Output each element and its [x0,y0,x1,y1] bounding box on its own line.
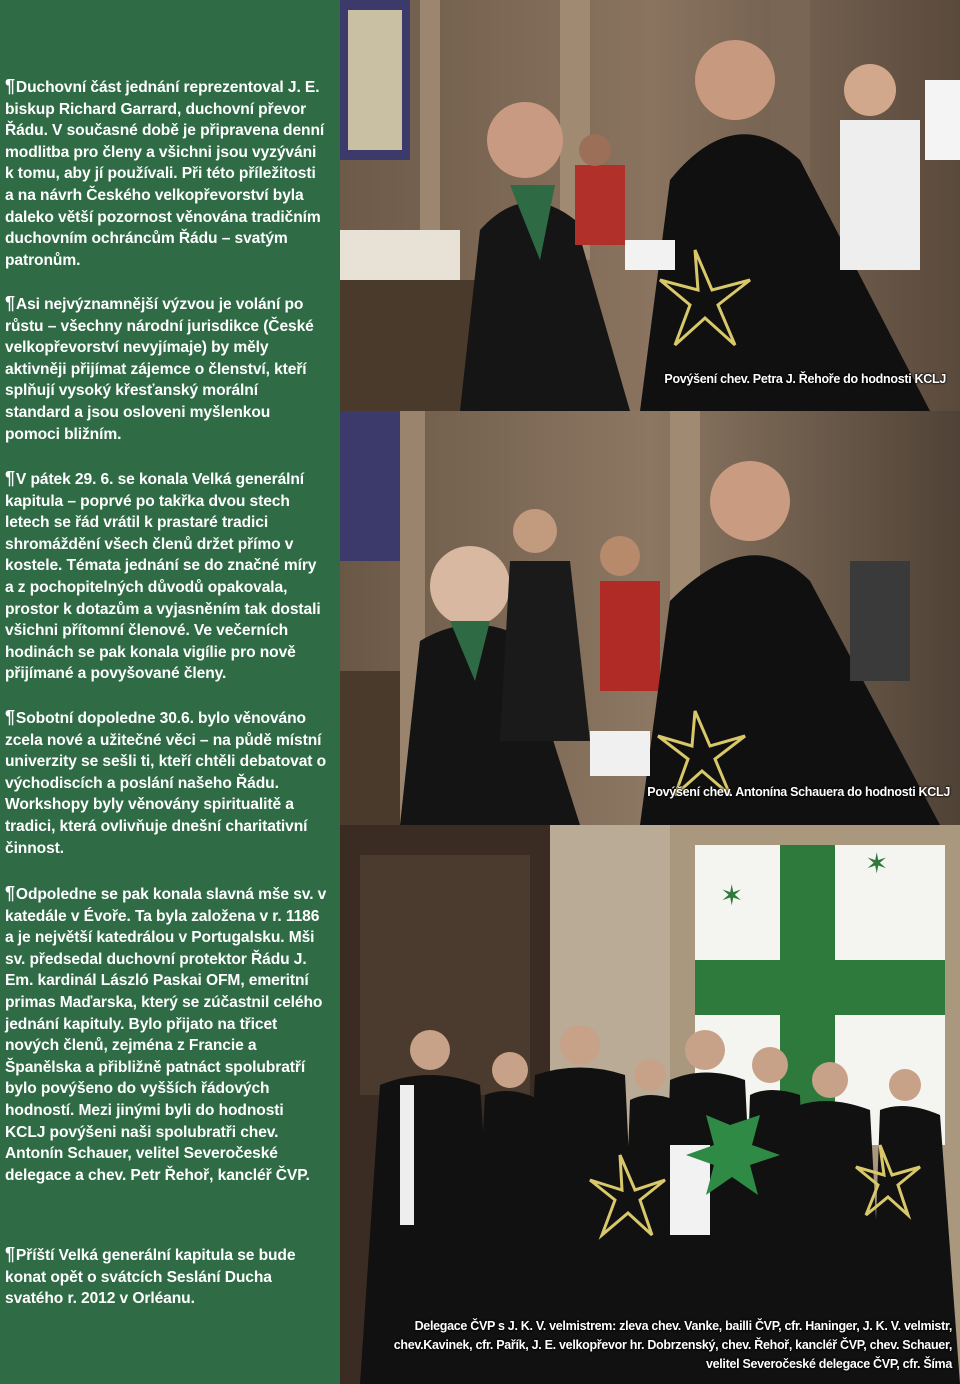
pilcrow-mark: ¶ [5,468,15,488]
paragraph-text: Asi nejvýznamnější výzvou je volání po růstu – všechny národní jurisdikce (České velkopřevorství nevyjímaje) by měly aktivněji přijímat zájemce o členství, kteří splňují vysoký křesťanský morální standard a jsou osloveni myšlenkou pomoci bližním. [5,296,314,443]
pilcrow-mark: ¶ [5,293,15,313]
paragraph-text: Příští Velká generální kapitula se bude konat opět o svátcích Seslání Ducha svatého r. 2012 v Orléanu. [5,1247,296,1308]
paragraph-text: V pátek 29. 6. se konala Velká generální kapitula – poprvé po takřka dvou stech letech se řád vrátil k prastaré tradici shromáždění všech členů držet přímo v kostele. Témata jednání se do značné míry a z pochopitelných důvodů opakovala, prostor k dotazům a vyjasněním tak dostali všichni přítomní členové. Ve večerních hodinách se pak konala vigílie pro nově přijímané a povyšované členy. [5,471,321,683]
photo-2-illustration [340,411,960,825]
photo-promotion-rehor [340,0,960,411]
paragraph-1 [5,76,327,271]
photo-1-illustration [340,0,960,411]
photo-1-caption: Povýšení chev. Petra J. Řehoře do hodnosti KCLJ [664,372,946,386]
paragraph-text: Sobotní dopoledne 30.6. bylo věnováno zcela nové a užitečné věci – na půdě místní univerzity se sešli ti, kteří chtěli debatovat o východiscích a poslání našeho Řádu. Workshopy byly věnovány spiritualitě a tradici, která ovlivňuje dnešní charitativní činnost. [5,710,327,857]
paragraph-5 [5,883,327,1186]
photo-3-illustration [340,825,960,1384]
paragraph-text: Duchovní část jednání reprezentoval J. E. biskup Richard Garrard, duchovní převor Řádu. V současné době je připravena denní modlitba pro členy a všichni jsou vyzýváni k tomu, aby jí používali. Při této příležitosti a na návrh Českého velkopřevorství byla daleko větší pozornost věnována tradičním duchovním ochráncům Řádu – svatým patronům. [5,79,325,269]
photo-promotion-schauer [340,411,960,825]
paragraph-3 [5,468,327,685]
svg-text:✶: ✶ [720,879,744,912]
pilcrow-mark: ¶ [5,883,15,903]
paragraph-2 [5,293,327,445]
paragraph-6 [5,1244,327,1310]
paragraph-4 [5,707,327,859]
paragraph-text: Odpoledne se pak konala slavná mše sv. v katedále v Évoře. Ta byla založena v r. 1186 a je největší katedrálou v Portugalsku. Mši sv. předsedal duchovní protektor Řádu J. Em. kardinál László Paskai OFM, emeritní primas Maďarska, který se zúčastnil celého jednání kapituly. Bylo přijato na třicet nových členů, zejména z Francie a Španělska a přibližně patnáct spolubratří bylo povýšeno do vyšších řádových hodností. Mezi jinými byli do hodnosti KCLJ povýšeni naši spolubratři chev. Antonín Schauer, velitel Severočeské delegace a chev. Petr Řehoř, kancléř ČVP. [5,886,327,1184]
text-column [0,0,340,1384]
photo-3-caption: Delegace ČVP s J. K. V. velmistrem: zleva chev. Vanke, bailli ČVP, cfr. Haninger, J. K. V. velmistr, chev.Kavinek, cfr. Pařík, J. E. velkopřevor hr. Dobrzenský, chev. Řehoř, kancléř ČVP, chev. Schauer, velitel Severočeské delegace ČVP, cfr. Šíma [393,1319,952,1371]
pilcrow-mark: ¶ [5,707,15,727]
pilcrow-mark: ¶ [5,76,15,96]
pilcrow-mark: ¶ [5,1244,15,1264]
photo-delegation [340,825,960,1384]
svg-text:✶: ✶ [865,847,889,880]
photo-2-caption: Povýšení chev. Antonína Schauera do hodnosti KCLJ [647,785,950,799]
